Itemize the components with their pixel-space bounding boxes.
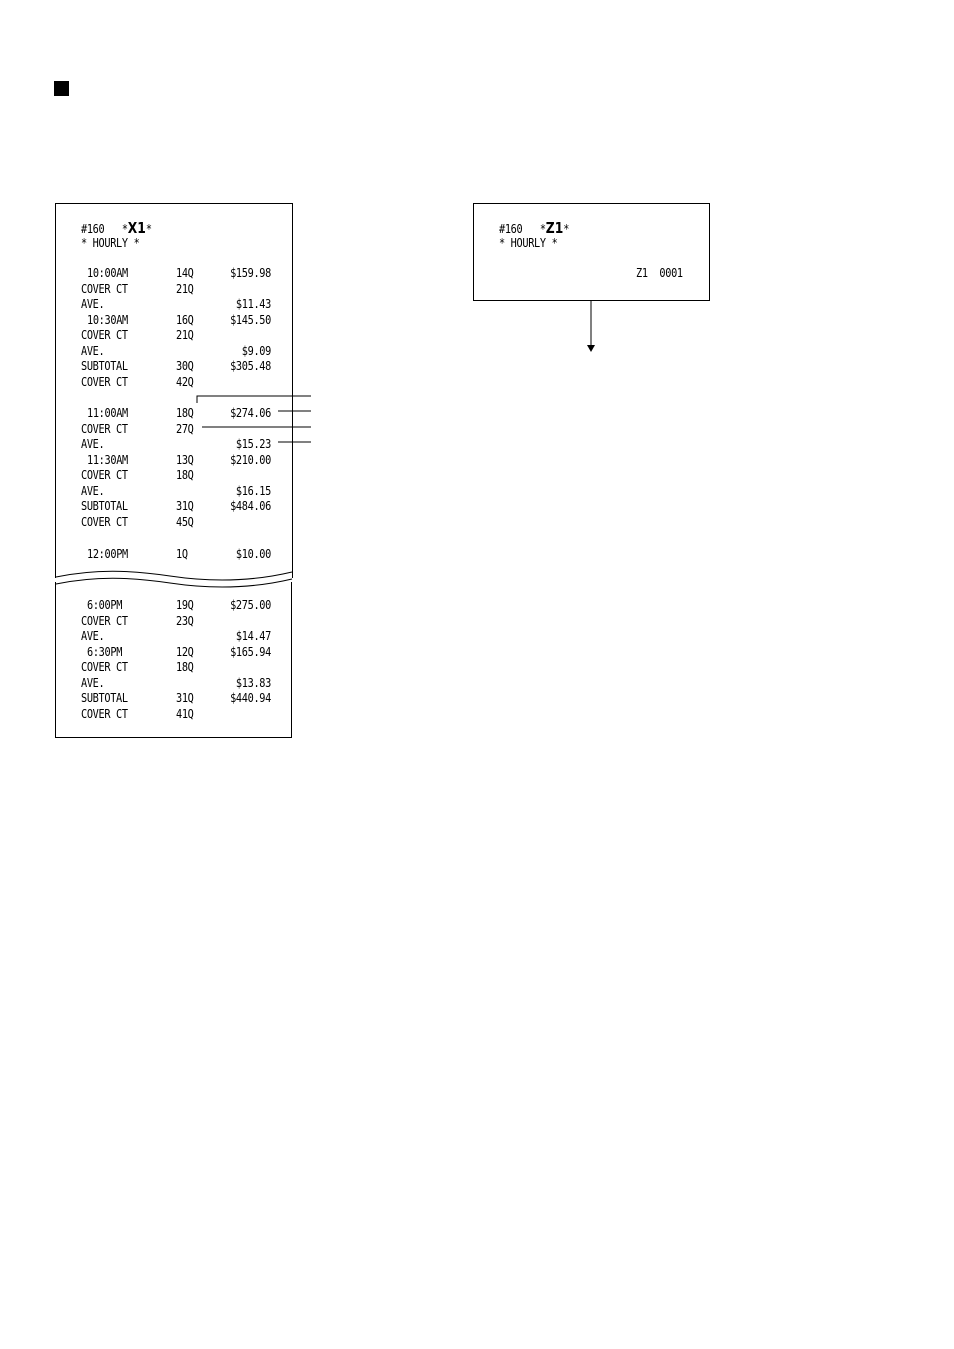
x-header-line — [81, 221, 152, 236]
section-marker-square — [54, 81, 69, 96]
z-report-receipt — [473, 203, 710, 301]
row-label: COVER CT — [81, 467, 128, 482]
row-label: SUBTOTAL — [81, 498, 128, 513]
row-label: SUBTOTAL — [81, 358, 128, 373]
row-label: COVER CT — [81, 659, 128, 674]
x-receipt-number: #160 — [81, 221, 105, 236]
row-label: AVE. — [81, 343, 105, 358]
row-amount: $13.83 — [235, 675, 271, 690]
row-quantity: 23Q — [176, 613, 194, 628]
row-label: 12:00PM — [87, 546, 128, 561]
row-quantity: 18Q — [176, 467, 194, 482]
z-output-arrow-head — [587, 345, 595, 352]
z-header-line — [499, 221, 569, 236]
row-amount: $484.06 — [230, 498, 271, 513]
row-amount: $9.09 — [241, 343, 271, 358]
row-label: COVER CT — [81, 706, 128, 721]
row-quantity: 31Q — [176, 498, 194, 513]
row-quantity: 1Q — [176, 546, 188, 561]
row-label: COVER CT — [81, 514, 128, 529]
row-label: 6:30PM — [87, 644, 123, 659]
row-quantity: 12Q — [176, 644, 194, 659]
row-label: COVER CT — [81, 421, 128, 436]
z-receipt-number: #160 — [499, 221, 523, 236]
row-amount: $145.50 — [230, 312, 271, 327]
row-quantity: 41Q — [176, 706, 194, 721]
row-amount: $10.00 — [235, 546, 271, 561]
x-report-receipt — [55, 203, 293, 578]
x-mode-star-left: * — [121, 221, 128, 236]
row-amount: $275.00 — [230, 597, 271, 612]
row-label: 10:30AM — [87, 312, 128, 327]
z-counter — [636, 265, 683, 280]
row-quantity: 16Q — [176, 312, 194, 327]
row-quantity: 30Q — [176, 358, 194, 373]
row-amount: $14.47 — [235, 628, 271, 643]
row-quantity: 21Q — [176, 281, 194, 296]
row-label: SUBTOTAL — [81, 690, 128, 705]
z-mode-star-right: * — [563, 221, 570, 236]
row-label: COVER CT — [81, 613, 128, 628]
row-label: 6:00PM — [87, 597, 123, 612]
row-amount: $440.94 — [230, 690, 271, 705]
row-quantity: 14Q — [176, 265, 194, 280]
row-label: COVER CT — [81, 374, 128, 389]
row-label: 11:00AM — [87, 405, 128, 420]
row-quantity: 13Q — [176, 452, 194, 467]
row-quantity: 31Q — [176, 690, 194, 705]
row-label: COVER CT — [81, 281, 128, 296]
row-quantity: 21Q — [176, 327, 194, 342]
row-label: AVE. — [81, 296, 105, 311]
row-amount: $210.00 — [230, 452, 271, 467]
x-report-title: * HOURLY * — [81, 235, 140, 250]
row-label: AVE. — [81, 483, 105, 498]
z-mode-star-left: * — [539, 221, 546, 236]
row-label: 10:00AM — [87, 265, 128, 280]
row-amount: $159.98 — [230, 265, 271, 280]
row-label: 11:30AM — [87, 452, 128, 467]
x-mode-label: X1 — [127, 219, 146, 237]
row-label: AVE. — [81, 436, 105, 451]
row-label: AVE. — [81, 675, 105, 690]
row-amount: $165.94 — [230, 644, 271, 659]
row-amount: $274.06 — [230, 405, 271, 420]
row-quantity: 42Q — [176, 374, 194, 389]
row-amount: $11.43 — [235, 296, 271, 311]
row-quantity: 45Q — [176, 514, 194, 529]
z-counter-label: Z1 — [636, 265, 648, 280]
row-amount: $15.23 — [235, 436, 271, 451]
row-quantity: 19Q — [176, 597, 194, 612]
row-quantity: 18Q — [176, 659, 194, 674]
row-amount: $305.48 — [230, 358, 271, 373]
x-report-receipt-continued — [55, 582, 292, 738]
row-label: AVE. — [81, 628, 105, 643]
x-mode-star-right: * — [145, 221, 152, 236]
row-quantity: 18Q — [176, 405, 194, 420]
row-label: COVER CT — [81, 327, 128, 342]
z-report-title: * HOURLY * — [499, 235, 558, 250]
row-amount: $16.15 — [235, 483, 271, 498]
z-counter-value: 0001 — [659, 265, 683, 280]
row-quantity: 27Q — [176, 421, 194, 436]
z-mode-label: Z1 — [545, 219, 564, 237]
